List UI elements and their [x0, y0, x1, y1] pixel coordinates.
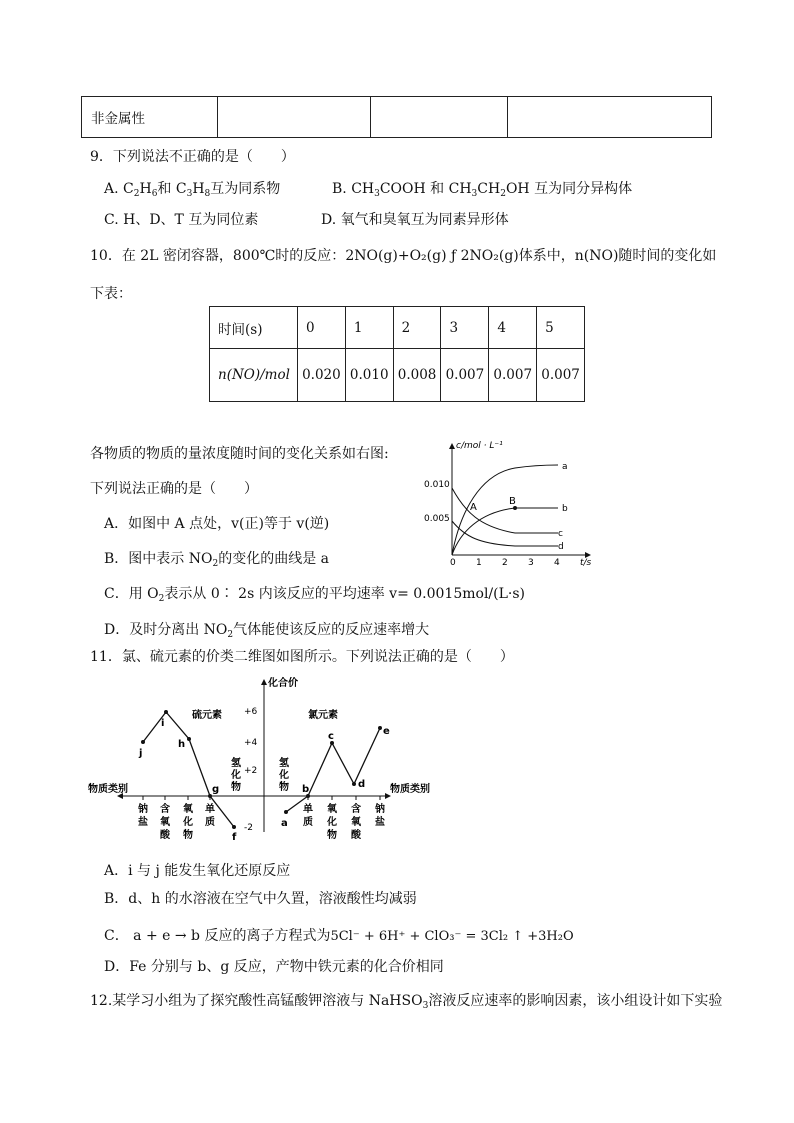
- point-label: a: [281, 818, 288, 829]
- table-cell: 0.007: [441, 349, 489, 402]
- category-label: 化: [183, 817, 193, 828]
- x-tick: 2: [502, 558, 508, 568]
- hydride-label-left: 氢: [231, 758, 241, 769]
- point-label: b: [302, 784, 310, 795]
- y-tick: +2: [244, 766, 258, 776]
- q10-option-a: A．如图中 A 点处，v(正)等于 v(逆): [104, 516, 330, 532]
- category-label: 氧: [183, 804, 193, 815]
- point-label: e: [383, 726, 390, 737]
- y-tick: 0.010: [424, 480, 450, 490]
- text: C． a + e → b 反应的离子方程式为: [104, 928, 331, 944]
- x-axis-label: t/s: [580, 558, 592, 568]
- category-label: 物: [183, 830, 193, 841]
- point-label: A: [470, 502, 477, 513]
- point-label: d: [358, 779, 366, 790]
- text: OH 互为同分异构体: [505, 181, 633, 197]
- point-label: c: [328, 731, 334, 742]
- y-tick: -2: [244, 823, 253, 833]
- text: A. C: [104, 181, 134, 197]
- top-table-cell: [218, 97, 371, 138]
- text: COOH 和 CH: [379, 181, 472, 197]
- point-h: [187, 737, 191, 741]
- subscript: 2: [158, 594, 165, 604]
- text: 互为同系物: [210, 181, 281, 197]
- curve-label: c: [558, 529, 563, 539]
- equation: 2NO(g)+O₂(g) ƒ 2NO₂(g): [345, 248, 519, 264]
- curve-c: [452, 488, 558, 533]
- curve-b: [452, 508, 558, 555]
- x-tick: 0: [450, 558, 456, 568]
- point-a: [284, 810, 288, 814]
- subscript: 2: [227, 630, 234, 640]
- category-label: 盐: [138, 817, 148, 828]
- x-axis-label-right: 物质类别: [390, 784, 430, 795]
- text: H: [139, 181, 152, 197]
- top-table-cell: [508, 97, 712, 138]
- q10-option-b: [104, 548, 329, 569]
- subscript: 2: [212, 559, 219, 569]
- q11-option-c: [104, 925, 574, 945]
- point-label: h: [178, 739, 186, 750]
- category-label: 质: [205, 817, 215, 828]
- text: B. CH: [332, 181, 375, 197]
- point-label: g: [212, 784, 220, 795]
- q9-option-d: D. 氧气和臭氧互为同素异形体: [321, 212, 509, 228]
- table-header: 0: [298, 307, 346, 349]
- subscript: 3: [374, 189, 380, 199]
- point-label: j: [139, 748, 143, 759]
- y-tick: +6: [244, 707, 258, 717]
- curve-label: a: [562, 462, 568, 472]
- y-tick: 0.005: [424, 514, 450, 524]
- top-table-label: 非金属性: [82, 97, 218, 138]
- chlorine-title: 氯元素: [308, 710, 338, 721]
- text: 和 C: [157, 181, 187, 197]
- text: 气体能使该反应的反应速率增大: [233, 622, 430, 638]
- point-j: [141, 740, 145, 744]
- subscript: 3: [422, 1001, 429, 1011]
- q11-stem: 11．氯、硫元素的价类二维图如图所示。下列说法正确的是（ ）: [90, 649, 514, 665]
- x-tick: 4: [554, 558, 560, 568]
- q10-ask: 下列说法正确的是（ ）: [90, 481, 258, 497]
- x-tick: 3: [528, 558, 534, 568]
- q10-option-c: [104, 583, 525, 604]
- text: 12.某学习小组为了探究酸性高锰酸钾溶液与 NaHSO: [90, 993, 423, 1009]
- q12-stem: [90, 990, 722, 1011]
- curve-label: b: [562, 504, 568, 514]
- q10-option-d: [104, 619, 429, 640]
- point-label: B: [509, 496, 516, 507]
- category-label: 钠: [375, 804, 385, 815]
- table-header: 4: [489, 307, 537, 349]
- subscript: 6: [151, 189, 158, 199]
- hydride-label-right: 化: [279, 770, 289, 781]
- q10-stem-cont: 下表：: [90, 286, 132, 302]
- hydride-label-right: 物: [279, 782, 289, 793]
- category-label: 氧: [160, 817, 170, 828]
- hydride-label-left: 化: [231, 770, 241, 781]
- x-axis-label-left: 物质类别: [88, 784, 128, 795]
- curve-label: d: [558, 542, 564, 552]
- table-cell: 0.007: [537, 349, 585, 402]
- subscript: 3: [186, 189, 193, 199]
- text: CH: [477, 181, 501, 197]
- category-label: 酸: [351, 830, 361, 841]
- category-label: 含: [351, 804, 361, 815]
- subscript: 2: [500, 189, 506, 199]
- category-label: 氧: [351, 817, 361, 828]
- table-cell: 0.008: [393, 349, 441, 402]
- point-f: [232, 825, 236, 829]
- y-axis-label: 化合价: [268, 678, 298, 689]
- text: 的变化的曲线是 a: [218, 551, 329, 567]
- concentration-time-graph: [420, 432, 600, 572]
- table-header: 时间(s): [210, 307, 298, 349]
- text: 体系中，n(NO)随时间的变化如: [518, 248, 717, 264]
- text: H: [192, 181, 205, 197]
- hydride-label-left: 物: [231, 782, 241, 793]
- valence-class-diagram: [88, 672, 458, 847]
- category-label: 盐: [375, 817, 385, 828]
- point-i: [164, 710, 168, 714]
- table-cell: 0.020: [298, 349, 346, 402]
- q9-option-b: [332, 178, 632, 199]
- q10-desc: 各物质的物质的量浓度随时间的变化关系如右图:: [90, 446, 389, 462]
- table-header: 1: [345, 307, 393, 349]
- category-label: 化: [327, 817, 337, 828]
- y-axis-label: c/mol · L⁻¹: [456, 441, 503, 451]
- table-row-label: n(NO)/mol: [210, 349, 298, 402]
- point-e: [378, 726, 382, 730]
- x-tick: 1: [476, 558, 482, 568]
- category-label: 酸: [160, 830, 170, 841]
- category-label: 单: [205, 804, 215, 815]
- table-cell: 0.010: [345, 349, 393, 402]
- text: B．图中表示 NO: [104, 551, 213, 567]
- point-label: i: [161, 718, 165, 729]
- equation: 5Cl⁻ + 6H⁺ + ClO₃⁻ = 3Cl₂ ↑ +3H₂O: [330, 929, 574, 944]
- table-header: 5: [537, 307, 585, 349]
- point-d: [352, 782, 356, 786]
- text: 10．在 2L 密闭容器，800℃时的反应：: [90, 248, 346, 264]
- q9-stem: 9．下列说法不正确的是（ ）: [90, 149, 295, 165]
- table-header: 3: [441, 307, 489, 349]
- y-tick: +4: [244, 738, 258, 748]
- text: 表示从 0∶ 2s 内该反应的平均速率 v= 0.0015mol/(L·s): [164, 586, 526, 602]
- q9-option-a: [104, 178, 280, 199]
- q11-option-d: D．Fe 分别与 b、g 反应，产物中铁元素的化合价相同: [104, 959, 444, 975]
- q10-table: [209, 306, 585, 402]
- top-table: [81, 96, 712, 138]
- q11-option-b: B．d、h 的水溶液在空气中久置，溶液酸性均减弱: [104, 891, 417, 907]
- q11-option-a: A．i 与 j 能发生氧化还原反应: [104, 863, 291, 879]
- sulfur-title: 硫元素: [192, 710, 222, 721]
- category-label: 氧: [327, 804, 337, 815]
- category-label: 物: [327, 830, 337, 841]
- q10-stem: [90, 245, 716, 265]
- hydride-label-right: 氢: [279, 758, 289, 769]
- table-cell: 0.007: [489, 349, 537, 402]
- text: C．用 O: [104, 586, 159, 602]
- text: 溶液反应速率的影响因素，该小组设计如下实验: [428, 993, 723, 1009]
- category-label: 单: [303, 804, 313, 815]
- q9-option-c: C. H、D、T 互为同位素: [104, 212, 259, 228]
- category-label: 质: [303, 817, 313, 828]
- subscript: 2: [133, 189, 140, 199]
- subscript: 3: [471, 189, 478, 199]
- category-label: 钠: [138, 804, 148, 815]
- subscript: 8: [204, 189, 211, 199]
- table-header: 2: [393, 307, 441, 349]
- top-table-cell: [371, 97, 508, 138]
- category-label: 含: [160, 804, 170, 815]
- text: D．及时分离出 NO: [104, 622, 228, 638]
- point-label: f: [232, 832, 237, 843]
